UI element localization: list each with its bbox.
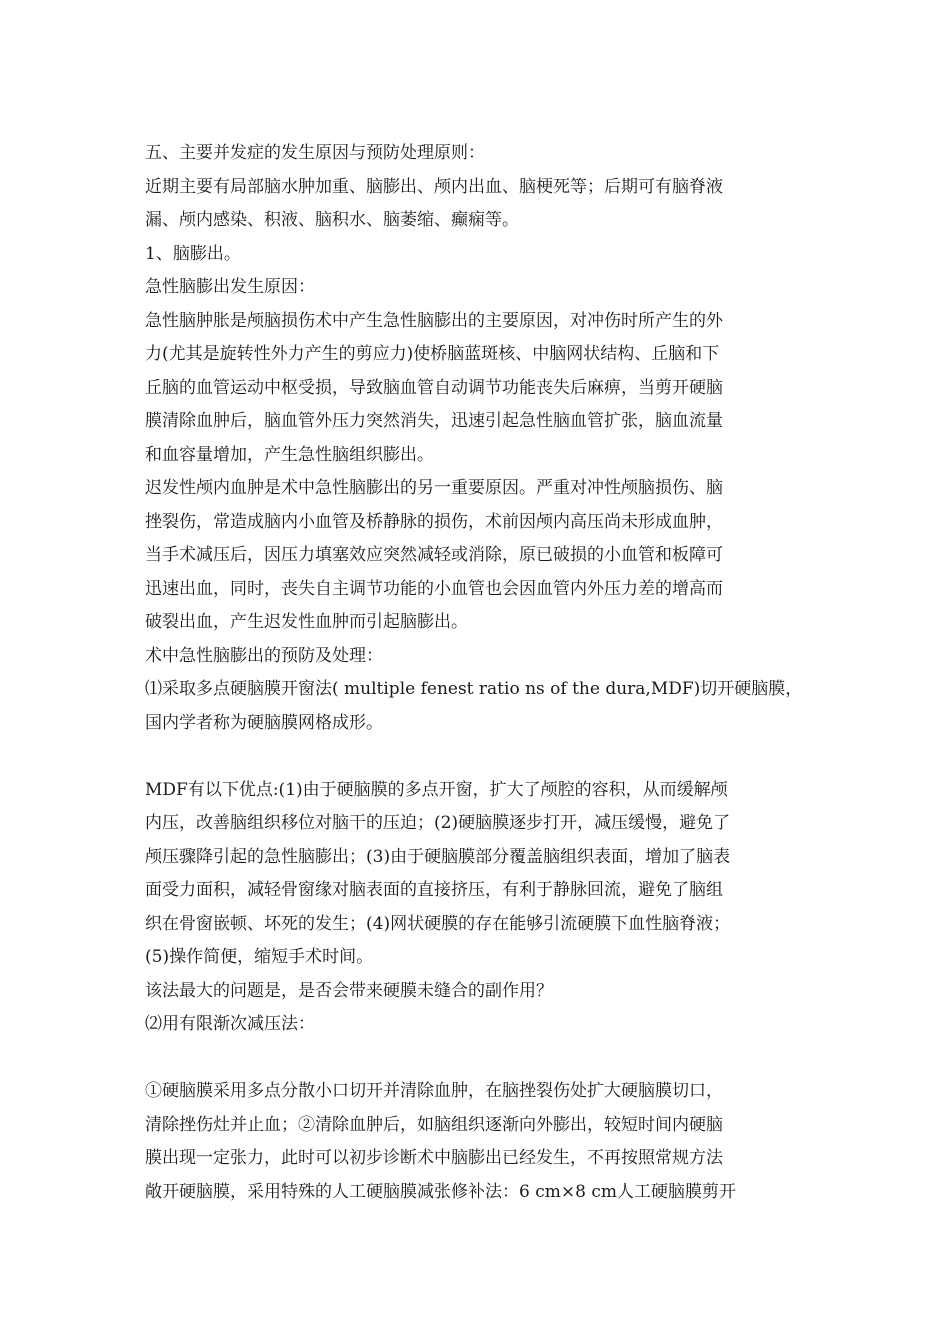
text-line: 织在骨窗嵌顿、坏死的发生；(4)网状硬膜的存在能够引流硬膜下血性脑脊液； <box>145 913 731 934</box>
text-line: 破裂出血，产生迟发性血肿而引起脑膨出。 <box>145 612 468 632</box>
text-line: ⑴采取多点硬脑膜开窗法( multiple fenest ratio ns of the dura,MDF)切开硬脑膜， <box>145 679 803 699</box>
subsection-heading: ⑵用有限渐次减压法： <box>145 1014 315 1034</box>
text-line: 急性脑肿胀是颅脑损伤术中产生急性脑膨出的主要原因，对冲伤时所产生的外 <box>145 310 723 331</box>
text-line: 膜清除血肿后，脑血管外压力突然消失，迅速引起急性脑血管扩张，脑血流量 <box>145 411 723 431</box>
text-line: 当手术减压后，因压力填塞效应突然减轻或消除，原已破损的小血管和板障可 <box>145 545 723 565</box>
text-line: 内压，改善脑组织移位对脑干的压迫；(2)硬脑膜逐步打开，减压缓慢，避免了 <box>145 813 731 833</box>
subsection-heading: 急性脑膨出发生原因： <box>145 277 315 297</box>
blank-line <box>145 1042 825 1076</box>
text-line: 膜出现一定张力，此时可以初步诊断术中脑膨出已经发生，不再按照常规方法 <box>145 1148 723 1168</box>
text-line: 近期主要有局部脑水肿加重、脑膨出、颅内出血、脑梗死等；后期可有脑脊液 <box>145 176 723 197</box>
text-line: 挫裂伤，常造成脑内小血管及桥静脉的损伤，术前因颅内高压尚未形成血肿， <box>145 511 723 532</box>
text-line: 清除挫伤灶并止血；②清除血肿后，如脑组织逐渐向外膨出，较短时间内硬脑 <box>145 1114 723 1135</box>
text-line: 国内学者称为硬脑膜网格成形。 <box>145 712 383 733</box>
text-line: 敞开硬脑膜，采用特殊的人工硬脑膜减张修补法：6 cm×8 cm人工硬脑膜剪开 <box>145 1181 736 1202</box>
document-body <box>145 137 825 1209</box>
subsection-heading: 术中急性脑膨出的预防及处理： <box>145 645 383 666</box>
text-line: 力(尤其是旋转性外力产生的剪应力)使桥脑蓝斑核、中脑网状结构、丘脑和下 <box>145 344 720 364</box>
subsection-heading: 1、脑膨出。 <box>145 243 241 264</box>
section-heading: 五、主要并发症的发生原因与预防处理原则： <box>145 143 485 163</box>
text-line: 迟发性颅内血肿是术中急性脑膨出的另一重要原因。严重对冲性颅脑损伤、脑 <box>145 478 723 498</box>
text-line: 面受力面积，减轻骨窗缘对脑表面的直接挤压，有利于静脉回流，避免了脑组 <box>145 880 723 900</box>
text-line: 颅压骤降引起的急性脑膨出；(3)由于硬脑膜部分覆盖脑组织表面，增加了脑表 <box>145 846 731 867</box>
text-line: ①硬脑膜采用多点分散小口切开并清除血肿，在脑挫裂伤处扩大硬脑膜切口， <box>145 1081 723 1101</box>
text-line: (5)操作简便，缩短手术时间。 <box>145 947 374 967</box>
text-line: 漏、颅内感染、积液、脑积水、脑萎缩、癫痫等。 <box>145 210 519 230</box>
text-line: 迅速出血，同时，丧失自主调节功能的小血管也会因血管内外压力差的增高而 <box>145 578 723 599</box>
text-line: 和血容量增加，产生急性脑组织膨出。 <box>145 444 434 465</box>
text-line: 丘脑的血管运动中枢受损，导致脑血管自动调节功能丧失后麻痹，当剪开硬脑 <box>145 377 723 398</box>
text-line: MDF有以下优点:(1)由于硬脑膜的多点开窗，扩大了颅腔的容积，从而缓解颅 <box>145 779 728 800</box>
text-line: 该法最大的问题是，是否会带来硬膜未缝合的副作用？ <box>145 980 553 1001</box>
blank-line <box>145 740 825 774</box>
